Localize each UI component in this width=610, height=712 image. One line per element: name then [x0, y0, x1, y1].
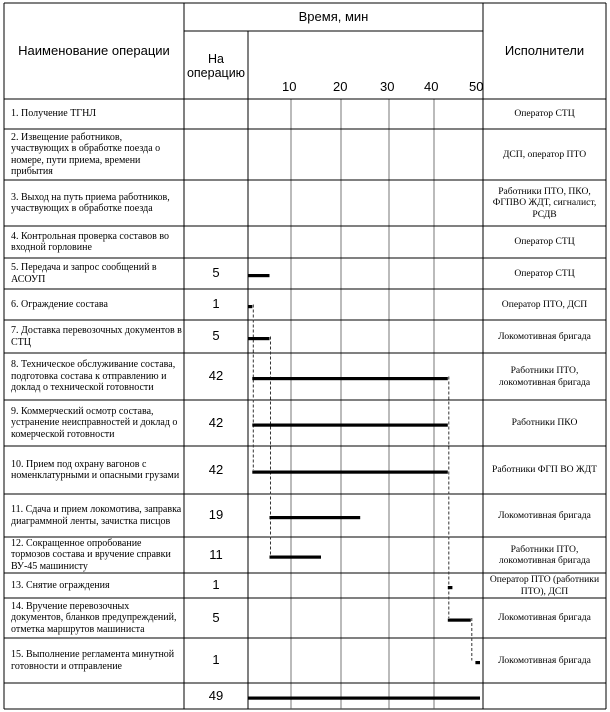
operation-executors: Работники ФГП ВО ЖДТ	[492, 464, 597, 476]
operation-name: 9. Коммерческий осмотр состава, устранение неисправностей и доклад о комерческой готовности	[11, 405, 178, 440]
operation-executors: Оператор ПТО, ДСП	[501, 298, 588, 310]
operation-name: 10. Прием под охрану вагонов с номенклатурными и опасными грузами	[11, 458, 180, 481]
operation-name: 15. Выполнение регламента минутной готовности и отправление	[11, 649, 175, 672]
operation-duration: 42	[208, 414, 224, 430]
operation-name: 6. Ограждение состава	[11, 298, 108, 310]
operation-executors: Локомотивная бригада	[498, 330, 591, 342]
gantt-bar	[252, 377, 447, 380]
operation-name: 11. Сдача и прием локомотива, заправка диаграммной ленты, зачистка писцов	[11, 504, 182, 527]
operation-duration	[184, 226, 248, 258]
operation-executors: Оператор СТЦ	[514, 267, 575, 279]
operation-executors: Работники ПКО	[511, 417, 578, 429]
operation-executors: Оператор ПТО (работники ПТО), ДСП	[489, 574, 600, 597]
tick-label: 40	[424, 79, 439, 94]
tick-label: 20	[333, 79, 348, 94]
operation-executors: Работники ПТО, ПКО, ФГПВО ЖДТ, сигналист, РСДВ	[492, 186, 597, 220]
operation-executors: Оператор СТЦ	[514, 108, 575, 120]
tick-label: 50	[469, 79, 484, 94]
operation-executors: Оператор СТЦ	[514, 236, 575, 248]
gantt-bar	[252, 471, 447, 474]
operation-duration: 5	[212, 328, 220, 344]
operation-name: 7. Доставка перевозочных документов в СТЦ	[11, 325, 182, 348]
operation-executors: Работники ПТО, локомотивная бригада	[498, 365, 591, 388]
header-executors: Исполнители	[504, 42, 585, 58]
operation-name: 12. Сокращенное опробование тормозов состава и вручение справки ВУ-45 машинисту	[11, 537, 171, 572]
operation-duration: 11	[209, 546, 223, 562]
operation-duration: 42	[208, 368, 224, 384]
gantt-bar	[448, 619, 471, 622]
operation-duration	[184, 129, 248, 180]
operation-executors: Локомотивная бригада	[498, 509, 591, 521]
operation-duration: 1	[212, 296, 220, 312]
operation-executors: ДСП, оператор ПТО	[502, 148, 587, 160]
tick-label: 30	[380, 79, 395, 94]
gantt-bar	[270, 556, 322, 559]
header-time-group: Время, мин	[298, 8, 369, 24]
header-duration: На операцию	[186, 51, 246, 80]
gantt-bar	[248, 274, 270, 277]
operation-name: 14. Вручение перевозочных документов, бланков предупреждений, отметка маршрутов машиниста	[11, 600, 177, 635]
total-bar	[248, 697, 480, 700]
operation-duration	[184, 180, 248, 226]
header-operation: Наименование операции	[18, 42, 170, 58]
operation-duration: 42	[208, 461, 224, 477]
operation-name: 4. Контрольная проверка составов во входной горловине	[11, 230, 170, 253]
operation-duration: 1	[212, 652, 220, 668]
total-duration: 49	[208, 687, 224, 703]
operation-executors: Локомотивная бригада	[498, 654, 591, 666]
gantt-bar	[248, 305, 252, 308]
operation-name: 1. Получение ТГНЛ	[11, 108, 97, 120]
gantt-bar	[475, 661, 480, 664]
operation-duration: 19	[208, 507, 224, 523]
gantt-bar	[248, 337, 270, 340]
gantt-bar	[252, 424, 447, 427]
operation-name: 5. Передача и запрос сообщений в АСОУП	[11, 262, 157, 285]
operation-duration: 1	[212, 577, 220, 593]
operation-duration	[184, 99, 248, 129]
operation-executors: Работники ПТО, локомотивная бригада	[498, 543, 591, 566]
operation-name: 8. Техническое обслуживание состава, подготовка состава к отправлению и доклад о технической готовности	[11, 359, 176, 394]
gantt-bar	[448, 586, 453, 589]
operation-executors: Локомотивная бригада	[498, 612, 591, 624]
operation-name: 3. Выход на путь приема работников, участвующих в обработке поезда	[11, 191, 170, 214]
operation-name: 2. Извещение работников, участвующих в обработке поезда о номере, пути приема, времени прибытия	[11, 131, 161, 177]
operation-duration: 5	[212, 609, 220, 625]
gantt-bar	[270, 516, 361, 519]
operation-duration: 5	[212, 265, 220, 281]
tick-label: 10	[282, 79, 297, 94]
operation-name: 13. Снятие ограждения	[11, 579, 110, 591]
